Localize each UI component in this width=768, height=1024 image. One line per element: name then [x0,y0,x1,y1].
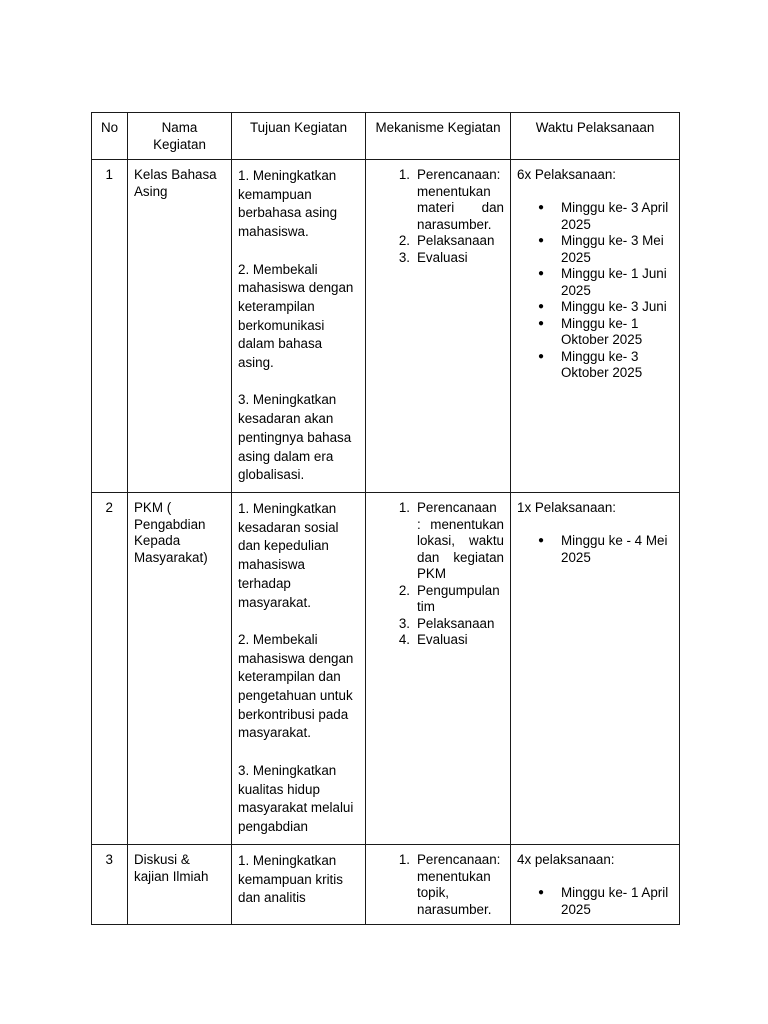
activity-name: Kelas Bahasa Asing [128,160,232,493]
activity-mechanism [366,493,511,845]
mechanism-text: Pelaksanaan [417,615,495,631]
mechanism-text: Perencanaan : menentukan lokasi, waktu dan kegiatan PKM [417,500,504,581]
mechanism-text: Evaluasi [417,632,468,647]
header-no: No [92,113,128,160]
schedule-item [517,200,675,233]
activity-schedule [511,845,680,925]
mechanism-item [372,500,504,583]
mechanism-number: 1. [398,500,410,515]
table-header-row [92,113,680,160]
schedule-date: Minggu ke- 1 Juni 2025 [561,266,667,298]
mechanism-text: Pelaksanaan [417,233,495,248]
table-row [92,493,680,845]
schedule-item [517,885,675,918]
bullet-icon: ● [537,202,545,213]
schedule-date: Minggu ke- 3 Juni [561,299,667,314]
mechanism-list [372,500,504,649]
schedule-item [517,266,675,299]
mechanism-item [372,583,504,616]
schedule-date: Minggu ke- 3 April 2025 [561,200,669,232]
mechanism-list [372,167,504,266]
bullet-icon: ● [537,317,545,329]
row-number: 3 [92,845,128,925]
header-nama-kegiatan: Nama Kegiatan [128,113,232,160]
schedule-list [517,200,675,382]
schedule-list [517,885,675,918]
schedule-count: 6x Pelaksanaan: [517,167,617,182]
mechanism-number: 3. [398,615,410,631]
mechanism-number: 4. [398,632,410,647]
schedule-date: Minggu ke- 1 April 2025 [561,885,669,917]
bullet-icon: ● [537,535,545,546]
header-waktu-pelaksanaan: Waktu Pelaksanaan [511,113,680,160]
goal-item: 2. Membekali mahasiswa dengan keterampilan dan pengetahuan untuk berkontribusi pada masyarakat. [238,631,354,741]
goal-item: 3. Meningkatkan kualitas hidup masyarakat melalui pengabdian [238,762,354,834]
mechanism-text: Perencanaan: menentukan materi dan narasumber. [417,167,504,232]
goal-item: 2. Membekali mahasiswa dengan keterampilan berkomunikasi dalam bahasa asing. [238,261,354,371]
activity-schedule [511,493,680,845]
schedule-date: Minggu ke - 4 Mei 2025 [561,533,675,565]
header-tujuan-kegiatan: Tujuan Kegiatan [232,113,366,160]
mechanism-item [372,250,504,267]
mechanism-text: Evaluasi [417,249,468,265]
mechanism-item [372,632,504,649]
schedule-count: 1x Pelaksanaan: [517,500,617,515]
table-row [92,160,680,493]
mechanism-number: 2. [398,582,410,598]
activity-name: PKM ( Pengabdian Kepada Masyarakat) [128,493,232,845]
bullet-icon: ● [537,350,545,362]
schedule-item [517,349,675,382]
schedule-date: Minggu ke- 3 Mei 2025 [561,233,664,265]
header-mekanisme-kegiatan: Mekanisme Kegiatan [366,113,511,160]
activity-goals [232,493,366,845]
bullet-icon: ● [537,268,545,279]
activity-table [91,112,680,925]
mechanism-number: 1. [398,852,410,867]
schedule-count: 4x pelaksanaan: [517,852,615,867]
mechanism-item [372,852,504,918]
activity-mechanism [366,845,511,925]
bullet-icon: ● [537,301,545,312]
activity-name: Diskusi & kajian Ilmiah [128,845,232,925]
mechanism-text: Perencanaan: menentukan topik, narasumber. [417,852,501,917]
mechanism-list [372,852,504,918]
schedule-item [517,533,675,566]
goal-item: 1. Meningkatkan kesadaran sosial dan kepedulian mahasiswa terhadap masyarakat. [238,501,339,610]
activity-schedule [511,160,680,493]
row-number: 1 [92,160,128,493]
mechanism-item [372,233,504,250]
schedule-date: Minggu ke- 1 Oktober 2025 [561,315,643,347]
schedule-item [517,299,675,316]
schedule-item [517,316,675,349]
mechanism-number: 3. [398,249,410,265]
schedule-date: Minggu ke- 3 Oktober 2025 [561,348,643,380]
schedule-list [517,533,675,566]
schedule-item [517,233,675,266]
mechanism-item [372,167,504,233]
mechanism-number: 1. [398,167,410,182]
row-number: 2 [92,493,128,845]
goal-item: 1. Meningkatkan kemampuan kritis dan analitis [238,853,343,906]
goal-item: 1. Meningkatkan kemampuan berbahasa asing mahasiswa. [238,168,338,240]
activity-goals [232,160,366,493]
mechanism-item [372,616,504,633]
goal-item: 3. Meningkatkan kesadaran akan pentingnya bahasa asing dalam era globalisasi. [238,392,352,483]
bullet-icon: ● [537,235,545,246]
table-row [92,845,680,925]
mechanism-text: Pengumpulan tim [417,582,500,614]
mechanism-number: 2. [398,233,410,248]
bullet-icon: ● [537,887,545,898]
activity-goals [232,845,366,925]
activity-mechanism [366,160,511,493]
